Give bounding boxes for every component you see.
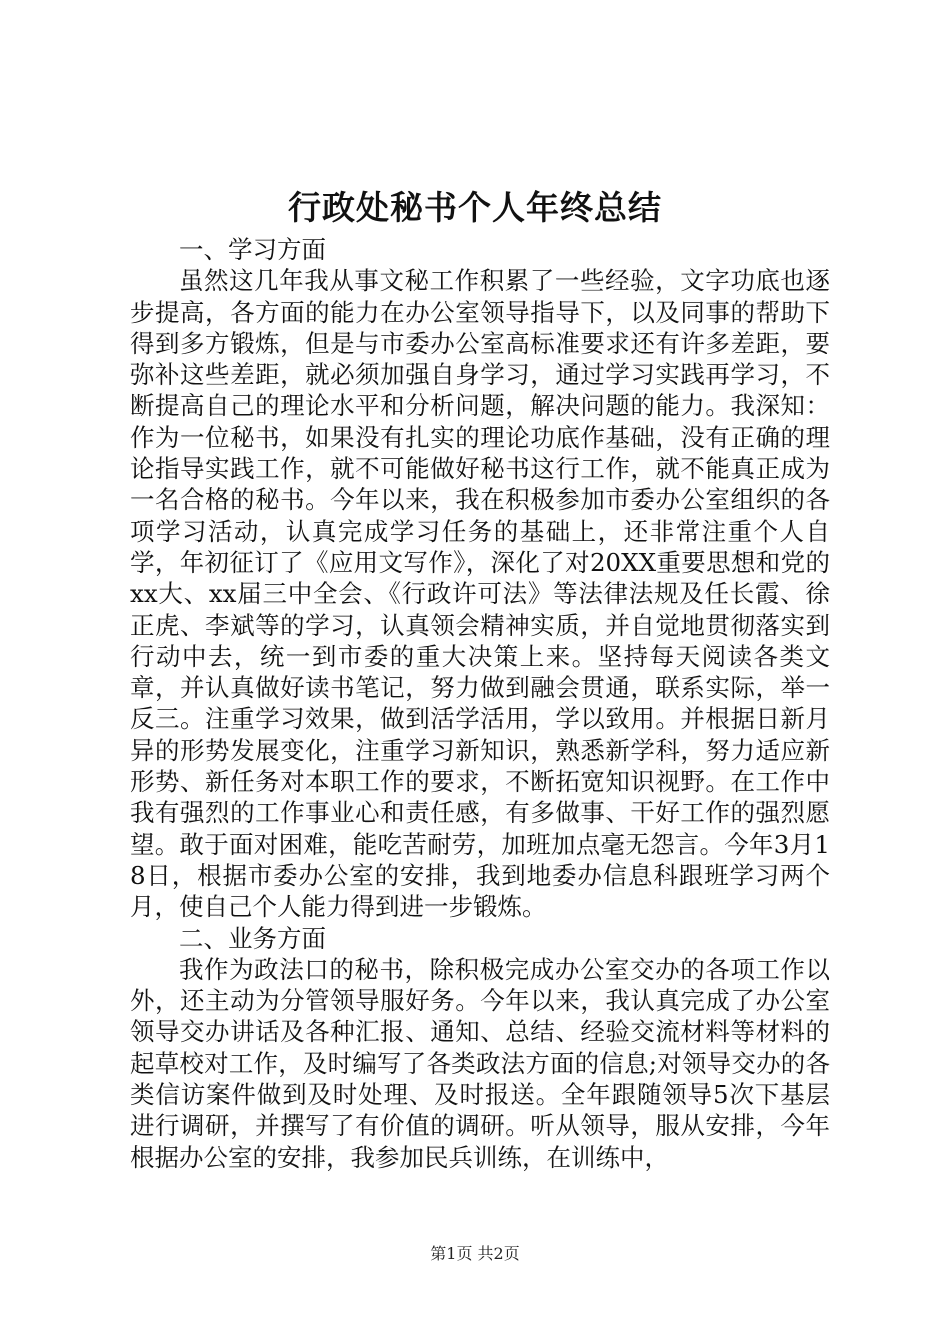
section-heading-business: 二、业务方面 [179,923,326,953]
paragraph-business: 我作为政法口的秘书，除积极完成办公室交办的各项工作以外，还主动为分管领导服好务。今年以来，我认真完成了办公室领导交办讲话及各种汇报、通知、总结、经验交流材料等材料的起草校对工作，及时编写了各类政法方面的信息;对领导交办的各类信访案件做到及时处理、及时报送。全年跟随领导5次下基层进行调研，并撰写了有价值的调研。听从领导，服从安排，今年根据办公室的安排，我参加民兵训练，在训练中， [130,954,830,1172]
section-heading-study: 一、学习方面 [179,235,326,264]
page-title: 行政处秘书个人年终总结 [288,188,662,227]
page-number: 第1页 共2页 [430,1244,520,1263]
paragraph-study: 虽然这几年我从事文秘工作积累了一些经验，文字功底也逐步提高，各方面的能力在办公室领导指导下，以及同事的帮助下得到多方锻炼，但是与市委办公室高标准要求还有许多差距，要弥补这些差距，就必须加强自身学习，通过学习实践再学习，不断提高自己的理论水平和分析问题，解决问题的能力。我深知：作为一位秘书，如果没有扎实的理论功底作基础，没有正确的理论指导实践工作，就不可能做好秘书这行工作，就不能真正成为一名合格的秘书。今年以来，我在积极参加市委办公室组织的各项学习活动，认真完成学习任务的基础上，还非常注重个人自学，年初征订了《应用文写作》，深化了对20XX重要思想和党的xx大、xx届三中全会、《行政许可法》等法律法规及任长霞、徐正虎、李斌等的学习，认真领会精神实质，并自觉地贯彻落实到行动中去，统一到市委的重大决策上来。坚持每天阅读各类文章，并认真做好读书笔记，努力做到融会贯通，联系实际，举一反三。注重学习效果，做到活学活用，学以致用。并根据日新月异的形势发展变化，注重学习新知识，熟悉新学科，努力适应新形势、新任务对本职工作的要求，不断拓宽知识视野。在工作中我有强烈的工作事业心和责任感，有多做事、干好工作的强烈愿望。敢于面对困难，能吃苦耐劳，加班加点毫无怨言。今年3月18日，根据市委办公室的安排，我到地委办信息科跟班学习两个月，使自己个人能力得到进一步锻炼。 [130,266,830,922]
document-body [130,234,830,1173]
